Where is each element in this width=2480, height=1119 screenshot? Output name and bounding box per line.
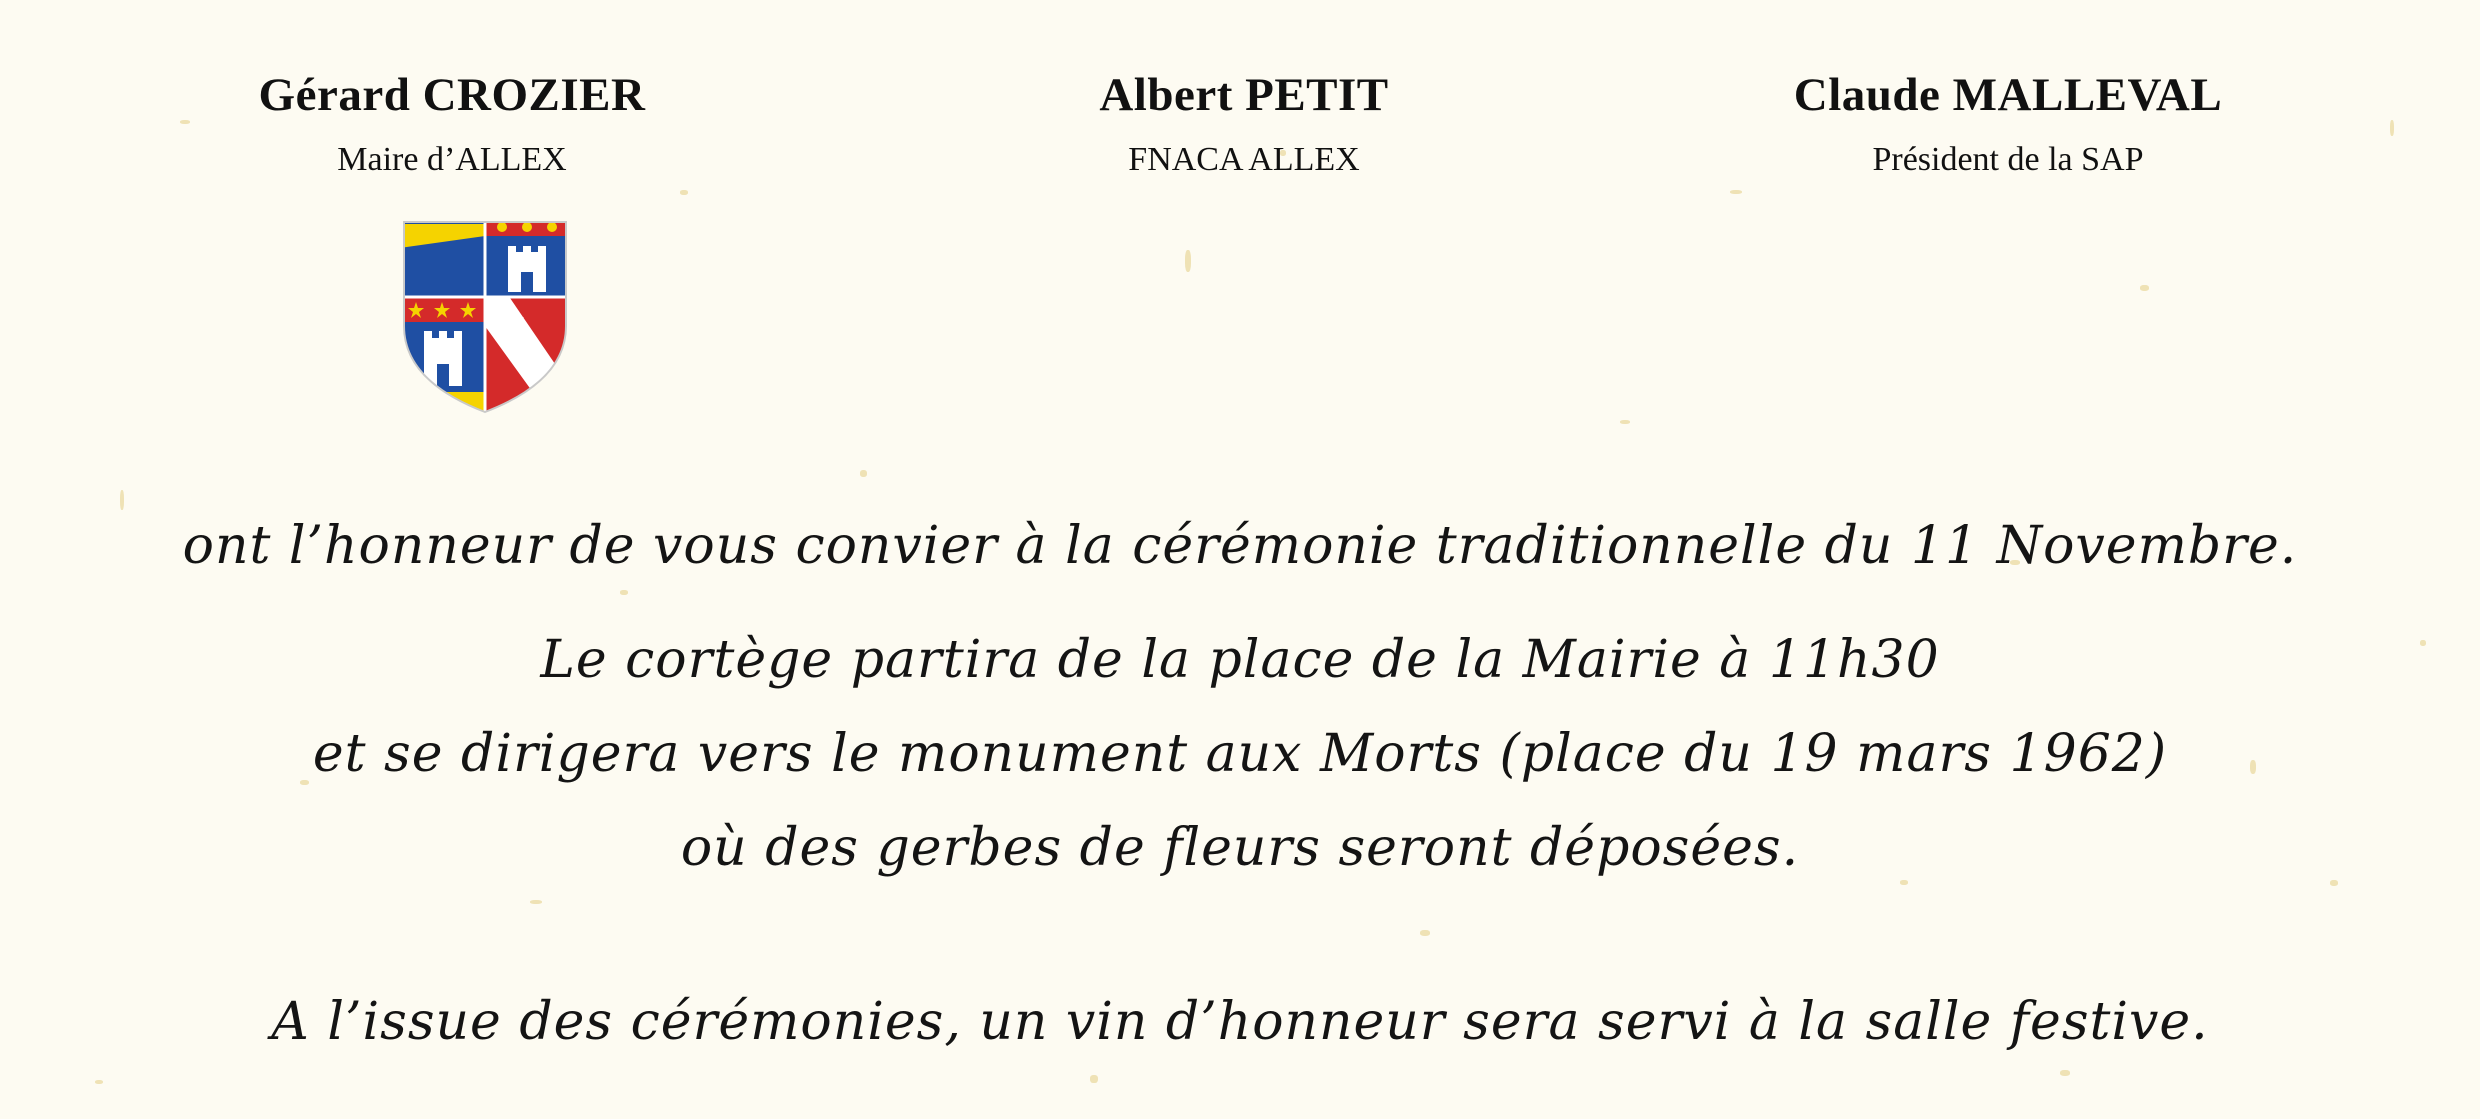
signatory-sap bbox=[1658, 64, 2358, 182]
coat-of-arms-icon bbox=[400, 216, 570, 416]
signatory-fnaca bbox=[894, 64, 1594, 182]
signatory-name: Gérard CROZIER bbox=[258, 69, 646, 121]
invitation-line: et se dirigera vers le monument aux Morts (place du 19 mars 1962) bbox=[312, 724, 2168, 784]
signatory-role: Maire d’ALLEX bbox=[337, 141, 567, 178]
signatory-role: Président de la SAP bbox=[1872, 141, 2144, 178]
signatory-mayor bbox=[102, 64, 802, 182]
signatory-name: Albert PETIT bbox=[1099, 69, 1389, 121]
invitation-intro: ont l’honneur de vous convier à la cérémonie traditionnelle du 11 Novembre. bbox=[182, 516, 2298, 576]
invitation-line: Le cortège partira de la place de la Mairie à 11h30 bbox=[540, 630, 1940, 690]
signatory-name: Claude MALLEVAL bbox=[1793, 69, 2223, 121]
signatory-role: FNACA ALLEX bbox=[1128, 141, 1360, 178]
invitation-closing: A l’issue des cérémonies, un vin d’honneur sera servi à la salle festive. bbox=[271, 992, 2209, 1052]
invitation-line: où des gerbes de fleurs seront déposées. bbox=[680, 818, 1800, 878]
